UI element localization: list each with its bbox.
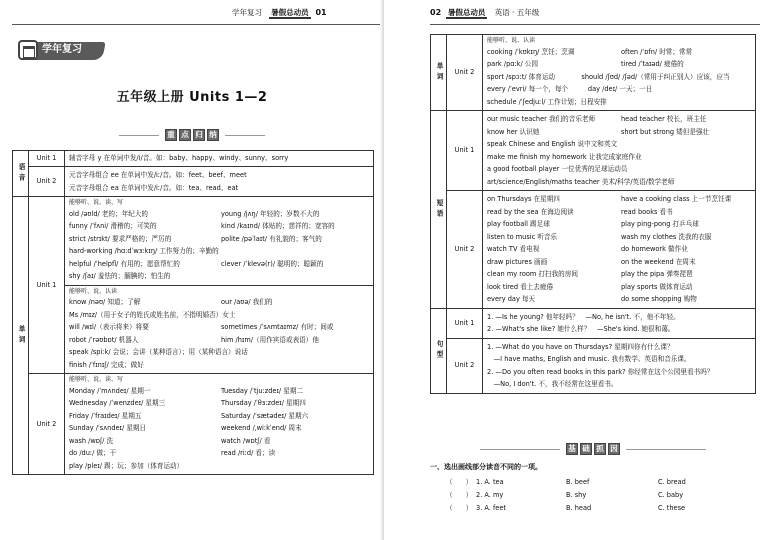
phrases-u1: our music teacher 我们的音乐老师 head teacher 校长，班主任 know her 认识她 short but strong 矮但是强壮 speak Chinese and English 说中文和英文 make me finish my homework 让我完成家庭作业 a good football player 一位优秀的足球运动员 art/science/English/maths teacher 美术/科学/英语/数学老师 xyxy=(483,111,756,191)
left-header-section: 学年复习 xyxy=(232,8,262,17)
basics-banner: 基 础 抓 因 xyxy=(430,442,756,456)
unit-label: Unit 2 xyxy=(447,35,483,111)
exercise-title: 一、选出画线部分读音不同的一项。 xyxy=(430,463,542,471)
unit-label: Unit 2 xyxy=(29,167,65,197)
right-page-number: 02 xyxy=(430,8,442,17)
left-header xyxy=(232,8,382,24)
words-u1: 能够听、说、读、写 old /əʊld/ 老的；年纪大的 young /jʌŋ/ 年轻的；岁数不大的 funny /ˈfʌni/ 滑稽的；可笑的 kind /kaɪnd/ 体贴的；慈祥的；宽容的 strict /strɪkt/ 要求严格的；严厉的 polite /pəˈlaɪt/ 有礼貌的；客气的 hard-working /hɑːdˈwɜːkɪŋ/ 工作努力的；辛勤的 helpful /ˈhelpfl/ 有用的；愿意帮忙的 clever /ˈklevə(r)/ 聪明的；聪颖的 shy /ʃaɪ/ 羞怯的；腼腆的；怕生的 能够听、说、认读 know /nəʊ/ 知道；了解 our /aʊə/ 我们的 Ms /mɪz/（用于女子的姓氏或姓名前，不指明婚否）女士 will /wɪl/（表示将来）将要 sometimes /ˈsʌmtaɪmz/ 有时；间或 robot /ˈrəʊbɒt/ 机器人 him /hɪm/（用作宾语或表语）他 speak /spiːk/ 会说；会讲（某种语言）；用（某种语言）说话 finish /ˈfɪnɪʃ/ 完成；做好 xyxy=(65,197,374,374)
words-u2-cont: 能够听、说、认读 cooking /ˈkʊkɪŋ/ 烹饪；烹调 often /ˈɒfn/ 时常；常常 park /pɑːk/ 公园 tired /ˈtaɪəd/ 疲倦的 sport /spɔːt/ 体育运动 should /ʃʊd/ /ʃəd/（常用于纠正别人）应该，应当 every /ˈevri/ 每一个，每个 day /deɪ/ 一天；一日 schedule /ˈʃedjuːl/ 工作计划；日程安排 xyxy=(483,35,756,111)
answer-blank[interactable]: （ ） xyxy=(446,478,473,486)
category-sentences: 句型 xyxy=(431,308,447,393)
left-header-brand: 暑假总动员 xyxy=(271,8,309,17)
category-phrases: 短语 xyxy=(431,111,447,309)
left-knowledge-table xyxy=(12,150,374,475)
unit-label: Unit 1 xyxy=(447,111,483,191)
phrases-u2: on Thursdays 在星期四 have a cooking class 上一节烹饪课 read by the sea 在海边阅读 read books 看书 play football 踢足球 play ping-pong 打乒乓球 listen to music 听音乐 wash my clothes 洗我的衣服 watch TV 看电视 do homework 做作业 draw pictures 画画 on the weekend 在周末 clean my room 打扫我的房间 play the pipa 弹奏琵琶 look tired 看上去疲倦 play sports 做体育运动 every day 每天 do some shopping 购物 xyxy=(483,191,756,309)
right-header-brand: 暑假总动员 xyxy=(447,8,486,17)
left-page-number: 01 xyxy=(315,8,327,17)
exercise-item: （ ） 2. A. my B. shy C. baby xyxy=(446,491,684,499)
unit-label: Unit 1 xyxy=(29,151,65,167)
unit-label: Unit 1 xyxy=(29,197,65,374)
unit-title: 五年级上册 Units 1—2 xyxy=(116,90,268,105)
unit-label: Unit 1 xyxy=(447,308,483,338)
section-badge xyxy=(14,38,106,64)
book-icon xyxy=(18,40,38,60)
exercise-item: （ ） 1. A. tea B. beef C. bread xyxy=(446,478,686,486)
phonics-u2: 元音字母组合 ee 在单词中发/iː/音。如：feet、beef、meet 元音字母组合 ea 在单词中发/iː/音。如：tea、read、eat xyxy=(65,167,374,197)
key-points-banner: 重 点 归 纳 xyxy=(0,128,384,142)
phonics-u1: 辅音字母 y 在单词中发/i/音。如：baby、happy、windy、sunny、sorry xyxy=(65,151,374,167)
sentences-u2: 1. —What do you have on Thursdays? 星期四你有什么课？ —I have maths, English and music. 我有数学、英语和音乐课。 2. —Do you often read books in this park? 你经常在这个公园里看书吗？ —No, I don't. 不，我不经常在这里看书。 xyxy=(483,338,756,393)
unit-label: Unit 2 xyxy=(447,191,483,309)
section-badge-label: 学年复习 xyxy=(42,44,82,55)
right-page xyxy=(384,0,768,540)
words-u2: 能够听、说、读、写 Monday /ˈmʌndeɪ/ 星期一 Tuesday /ˈtjuːzdeɪ/ 星期二 Wednesday /ˈwenzdeɪ/ 星期三 Thursday /ˈθɜːzdeɪ/ 星期四 Friday /ˈfraɪdeɪ/ 星期五 Saturday /ˈsætədeɪ/ 星期六 Sunday /ˈsʌndeɪ/ 星期日 weekend /ˌwiːkˈend/ 周末 wash /wɒʃ/ 洗 watch /wɒtʃ/ 看 do /duː/ 做；干 read /riːd/ 看；读 play /pleɪ/ 踢；玩；参加（体育运动） xyxy=(65,374,374,475)
unit-label: Unit 2 xyxy=(29,374,65,475)
answer-blank[interactable]: （ ） xyxy=(446,504,473,512)
category-words: 单词 xyxy=(431,35,447,111)
exercise-item: （ ） 3. A. feet B. head C. these xyxy=(446,504,686,512)
right-header xyxy=(430,8,630,24)
unit-label: Unit 2 xyxy=(447,338,483,393)
answer-blank[interactable]: （ ） xyxy=(446,491,473,499)
right-knowledge-table xyxy=(430,34,756,394)
category-phonics: 语音 xyxy=(13,151,29,197)
right-header-subject: 英语 · 五年级 xyxy=(494,8,540,17)
sentences-u1: 1. —Is he young? 他年轻吗？ —No, he isn't. 不，他不年轻。 2. —What's she like? 她什么样？ —She's kind. 她很和蔼。 xyxy=(483,308,756,338)
category-words: 单词 xyxy=(13,197,29,475)
